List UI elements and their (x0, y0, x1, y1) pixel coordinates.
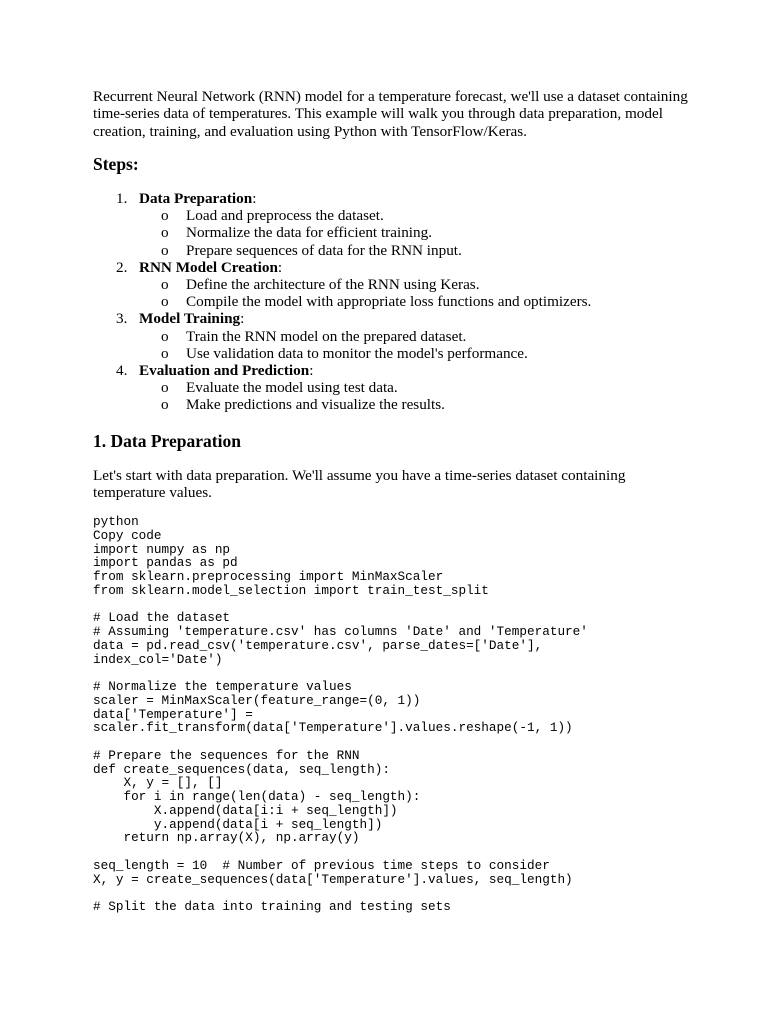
code-line: # Assuming 'temperature.csv' has columns 'Date' and 'Temperature' (93, 624, 588, 639)
substep-item (139, 328, 713, 345)
code-line: Copy code (93, 527, 162, 543)
code-line: from sklearn.model_selection import train_test_split (93, 582, 489, 598)
code-line (93, 886, 588, 900)
code-line: for i in range(len(data) - seq_length): (93, 789, 421, 804)
code-line: data = pd.read_csv('temperature.csv', parse_dates=['Date'], (93, 637, 543, 653)
substep-text: Compile the model with appropriate loss functions and optimizers. (186, 293, 592, 311)
substep-item (139, 345, 713, 362)
code-line: seq_length = 10 # Number of previous time steps to consider (93, 857, 550, 873)
code-line: # Prepare the sequences for the RNN (93, 747, 360, 763)
substep-item (139, 242, 713, 259)
step-number: 3. (116, 310, 128, 328)
code-line: from sklearn.preprocessing import MinMaxScaler (93, 569, 444, 584)
bullet-icon: o (161, 241, 169, 259)
code-line: scaler.fit_transform(data['Temperature'].values.reshape(-1, 1)) (93, 720, 573, 736)
substep-text: Train the RNN model on the prepared dataset. (186, 327, 467, 345)
code-line: def create_sequences(data, seq_length): (93, 761, 390, 777)
bullet-icon: o (161, 396, 169, 414)
step-number: 1. (116, 190, 128, 207)
code-line: import numpy as np (93, 541, 231, 557)
substep-list (139, 207, 713, 259)
code-line: python (93, 514, 139, 529)
substep-text: Define the architecture of the RNN using Keras. (186, 276, 480, 294)
steps-list (93, 190, 713, 414)
bullet-icon: o (161, 379, 169, 397)
step-title-colon: : (252, 190, 257, 207)
code-line: return np.array(X), np.array(y) (93, 830, 360, 846)
substep-list (139, 328, 713, 362)
step-item (93, 259, 713, 311)
bullet-icon: o (161, 293, 169, 311)
section-heading: 1. Data Preparation (93, 431, 241, 451)
step-title: Evaluation and Prediction (139, 362, 310, 380)
section-paragraph: Let's start with data preparation. We'll assume you have a time-series dataset containing temperature values. (93, 467, 626, 502)
substep-text: Use validation data to monitor the model's performance. (186, 344, 528, 362)
substep-list (139, 379, 713, 413)
bullet-icon: o (161, 224, 169, 242)
step-item (93, 190, 713, 259)
step-title: RNN Model Creation (139, 258, 278, 276)
code-line (93, 598, 588, 612)
substep-text: Normalize the data for efficient training. (186, 224, 432, 242)
step-number: 4. (116, 362, 128, 380)
substep-item (139, 293, 713, 310)
step-title: Model Training (139, 310, 241, 328)
code-line: index_col='Date') (93, 651, 223, 667)
code-block (93, 515, 588, 914)
step-title-colon: : (309, 362, 314, 380)
substep-list (139, 276, 713, 310)
substep-text: Load and preprocess the dataset. (186, 207, 384, 225)
step-item (93, 310, 713, 362)
code-line: X.append(data[i:i + seq_length]) (93, 802, 398, 818)
steps-heading: Steps: (93, 154, 139, 174)
bullet-icon: o (161, 344, 169, 362)
code-line: scaler = MinMaxScaler(feature_range=(0, 1)) (93, 692, 421, 708)
substep-item (139, 276, 713, 293)
step-title: Data Preparation (139, 190, 253, 207)
intro-paragraph: Recurrent Neural Network (RNN) model for a temperature forecast, we'll use a dataset containing time-series data of temperatures. This example will walk you through data preparation, model creation, training, and evaluation using Python with TensorFlow/Keras. (93, 88, 688, 140)
code-line: X, y = create_sequences(data['Temperature'].values, seq_length) (93, 871, 573, 887)
code-line: data['Temperature'] = (93, 706, 253, 722)
substep-item (139, 207, 713, 224)
code-line (93, 735, 588, 749)
code-line: # Load the dataset (93, 610, 231, 626)
code-line: import pandas as pd (93, 555, 238, 571)
code-line (93, 666, 588, 680)
step-title-colon: : (240, 310, 245, 328)
code-line (93, 845, 588, 859)
code-line: # Split the data into training and testing sets (93, 899, 451, 914)
bullet-icon: o (161, 207, 169, 225)
code-line: y.append(data[i + seq_length]) (93, 816, 383, 832)
step-title-colon: : (277, 258, 283, 276)
step-number: 2. (116, 258, 128, 276)
step-item (93, 362, 713, 414)
substep-item (139, 379, 713, 396)
code-line: # Normalize the temperature values (93, 679, 352, 694)
substep-item (139, 396, 713, 413)
substep-text: Evaluate the model using test data. (186, 379, 398, 397)
code-line: X, y = [], [] (93, 775, 223, 791)
bullet-icon: o (161, 327, 169, 345)
substep-text: Make predictions and visualize the results. (186, 396, 445, 414)
bullet-icon: o (161, 276, 169, 294)
substep-text: Prepare sequences of data for the RNN input. (186, 241, 462, 259)
substep-item (139, 224, 713, 241)
